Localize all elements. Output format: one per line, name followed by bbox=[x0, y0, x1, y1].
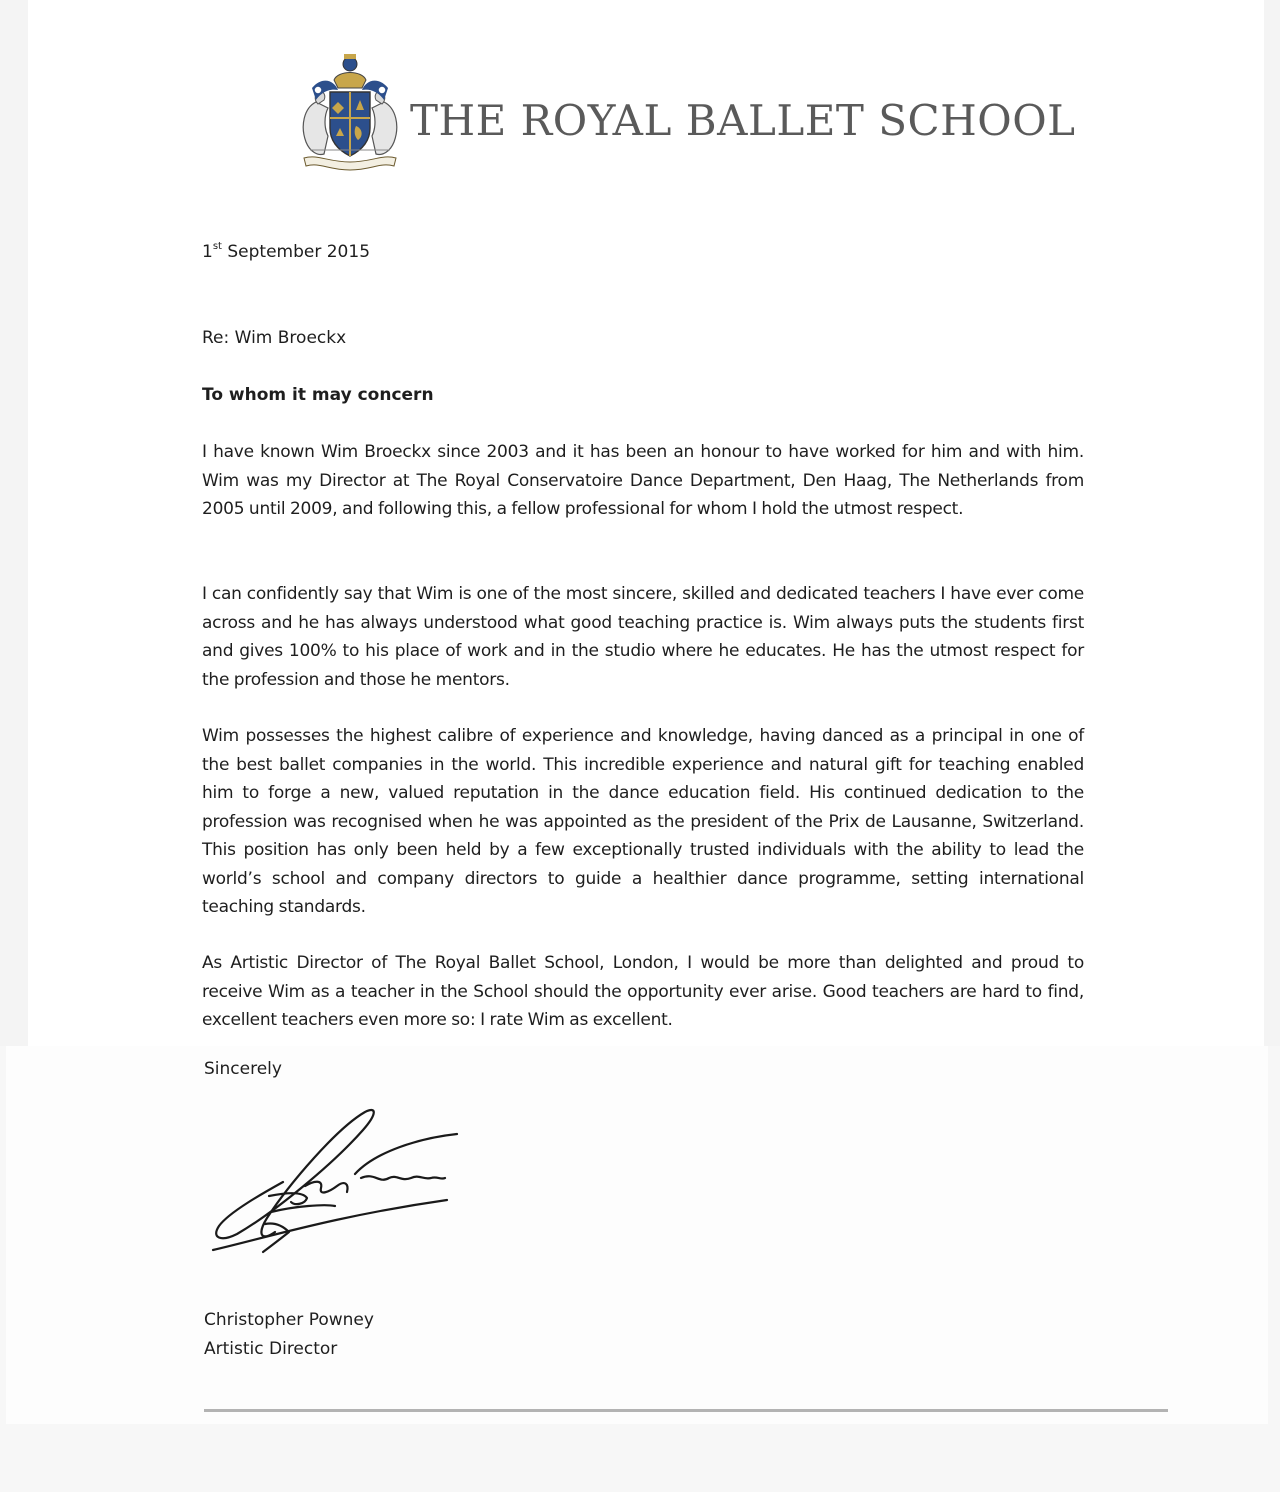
paragraph-1: I have known Wim Broeckx since 2003 and it has been an honour to have worked for him and with him. Wim was my Director at The Royal Conservatoire Dance Department, Den Haag, The Netherlands from 2005 until 2009, and following this, a fellow professional for whom I hold the utmost respect. bbox=[202, 442, 1084, 519]
signer-name: Christopher Powney bbox=[204, 1310, 374, 1330]
date-rest: September 2015 bbox=[221, 242, 371, 262]
letter-date bbox=[202, 238, 1084, 267]
signer-title: Artistic Director bbox=[204, 1339, 338, 1359]
lower-sheet bbox=[6, 1046, 1268, 1424]
closing: Sincerely bbox=[204, 1059, 282, 1079]
letterhead bbox=[298, 50, 1076, 175]
school-name: THE ROYAL BALLET SCHOOL bbox=[410, 96, 1076, 145]
date-suffix: st bbox=[212, 241, 222, 253]
signature-icon bbox=[205, 1100, 470, 1265]
crest-icon bbox=[298, 50, 402, 174]
date-day: 1 bbox=[202, 242, 213, 262]
paragraph-4: As Artistic Director of The Royal Ballet School, London, I would be more than delighted and proud to receive Wim as a teacher in the School should the opportunity ever arise. Good teachers are hard to find, excellent teachers even more so: I rate Wim as excellent. bbox=[202, 953, 1084, 1030]
salutation: To whom it may concern bbox=[202, 385, 434, 405]
paragraph-2: I can confidently say that Wim is one of the most sincere, skilled and dedicated teachers I have ever come across and he has always understood what good teaching practice is. Wim always puts the students first and gives 100% to his place of work and in the studio where he educates. He has the utmost respect for the profession and those he mentors. bbox=[202, 584, 1084, 690]
paragraph-3: Wim possesses the highest calibre of experience and knowledge, having danced as a principal in one of the best ballet companies in the world. This incredible experience and natural gift for teaching enabled him to forge a new, valued reputation in the dance education field. His continued dedication to the profession was recognised when he was appointed as the president of the Prix de Lausanne, Switzerland. This position has only been held by a few exceptionally trusted individuals with the ability to lead the world’s school and company directors to guide a healthier dance programme, setting international teaching standards. bbox=[202, 726, 1084, 917]
footer-rule bbox=[204, 1409, 1168, 1412]
re-line: Re: Wim Broeckx bbox=[202, 328, 347, 348]
